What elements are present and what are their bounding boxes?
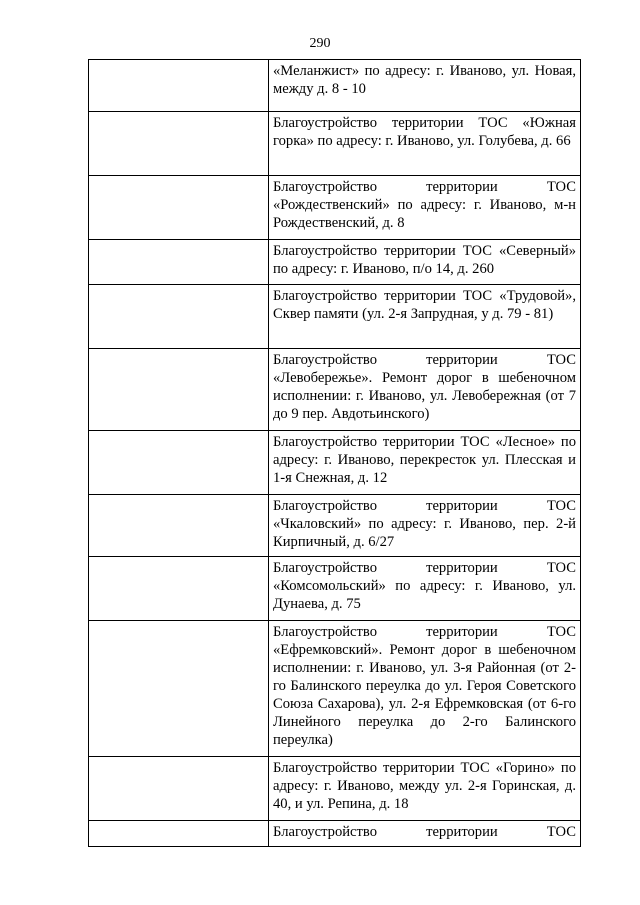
table-row <box>89 176 581 240</box>
document-table <box>88 59 581 847</box>
table-cell-left-empty <box>89 621 269 757</box>
table-cell-left-empty <box>89 240 269 285</box>
table-cell-description: Благоустройство территории ТОС «Северный» по адресу: г. Иваново, п/о 14, д. 260 <box>269 240 581 285</box>
table-cell-description: Благоустройство территории ТОС «Комсомольский» по адресу: г. Иваново, ул. Дунаева, д. 75 <box>269 557 581 621</box>
table-cell-description <box>269 821 581 847</box>
table-cell-left-empty <box>89 757 269 821</box>
table-cell-description: Благоустройство территории ТОС «Чкаловский» по адресу: г. Иваново, пер. 2-й Кирпичный, д. 6/27 <box>269 495 581 557</box>
table-cell-left-empty <box>89 285 269 349</box>
page-number: 290 <box>309 36 331 51</box>
table-cell-description: Благоустройство территории ТОС «Лесное» по адресу: г. Иваново, перекресток ул. Плесская и 1-я Снежная, д. 12 <box>269 431 581 495</box>
table-cell-description: Благоустройство территории ТОС «Горино» по адресу: г. Иваново, между ул. 2-я Горинская, д. 40, и ул. Репина, д. 18 <box>269 757 581 821</box>
table-row <box>89 112 581 176</box>
table-cell-left-empty <box>89 431 269 495</box>
table-row <box>89 757 581 821</box>
table-cell-description: «Меланжист» по адресу: г. Иваново, ул. Новая, между д. 8 - 10 <box>269 60 581 112</box>
table-cell-description: Благоустройство территории ТОС «Рождественский» по адресу: г. Иваново, м-н Рождественский, д. 8 <box>269 176 581 240</box>
table-cell-description: Благоустройство территории ТОС «Трудовой», Сквер памяти (ул. 2-я Запрудная, у д. 79 - 81) <box>269 285 581 349</box>
table-cell-left-empty <box>89 557 269 621</box>
table-row <box>89 821 581 847</box>
table-cell-left-empty <box>89 112 269 176</box>
word: ТОС <box>546 824 576 840</box>
table-cell-description: Благоустройство территории ТОС «Южная горка» по адресу: г. Иваново, ул. Голубева, д. 66 <box>269 112 581 176</box>
table-row <box>89 349 581 431</box>
table-row <box>89 495 581 557</box>
table-row <box>89 621 581 757</box>
table-cell-left-empty <box>89 60 269 112</box>
word: Благоустройство <box>273 824 377 840</box>
table-cell-left-empty <box>89 349 269 431</box>
table-row <box>89 557 581 621</box>
table-cell-description: Благоустройство территории ТОС «Левобережье». Ремонт дорог в шебеночном исполнении: г. Иваново, ул. Левобережная (от 7 до 9 пер. Авдотьинского) <box>269 349 581 431</box>
table-row <box>89 240 581 285</box>
table-cell-text-line <box>273 823 576 841</box>
table-cell-left-empty <box>89 821 269 847</box>
word: территории <box>426 824 498 840</box>
table-cell-left-empty <box>89 176 269 240</box>
table-cell-description: Благоустройство территории ТОС «Ефремковский». Ремонт дорог в шебеночном исполнении: г. Иваново, ул. 3-я Районная (от 2-го Балинского переулка до ул. Героя Советского Союза Сахарова), ул. 2-я Ефремковская (от 6-го Линейного переулка до 2-го Балинского переулка) <box>269 621 581 757</box>
table-row <box>89 431 581 495</box>
table-row <box>89 60 581 112</box>
table-cell-left-empty <box>89 495 269 557</box>
table-row <box>89 285 581 349</box>
